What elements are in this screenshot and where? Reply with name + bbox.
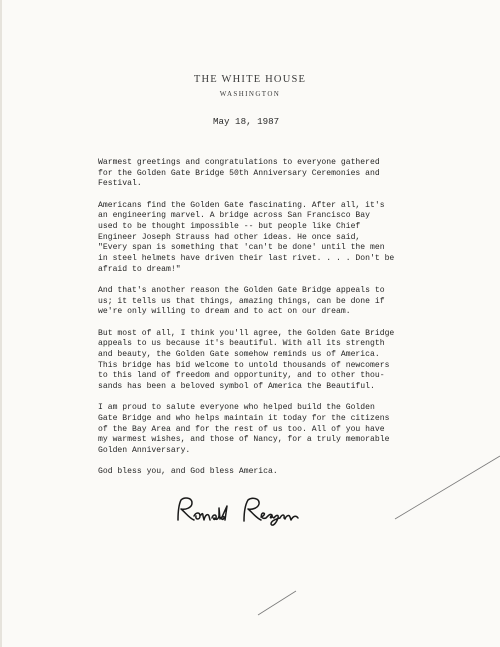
paragraph-beauty: But most of all, I think you'll agree, the Golden Gate Bridge appeals to us because it's beautiful. With all its strength and beauty, the Golden Gate somehow reminds us of America. This bridge has bid welcome to untold thousands of newcomers to this land of freedom and opportunity, and to other thou- sands has been a beloved symbol of America the Beautiful. <box>98 328 395 392</box>
letterhead <box>0 74 500 98</box>
letter-body <box>98 158 428 489</box>
paragraph-salute: I am proud to salute everyone who helped build the Golden Gate Bridge and who helps maintain it today for the citizens of the Bay Area and for the rest of us too. All of you have my warmest wishes, and those of Nancy, for a truly memorable Golden Anniversary. <box>98 403 390 456</box>
letter-date: May 18, 1987 <box>213 116 280 127</box>
paragraph-blessing: God bless you, and God bless America. <box>98 467 278 477</box>
paragraph-fascination: Americans find the Golden Gate fascinating. After all, it's an engineering marvel. A bridge across San Francisco Bay used to be thought impossible -- but people like Chief Engineer Joseph Strauss had other ideas. He once said, "Every span is something that 'can't be done' until the men in steel helmets have driven their last rivet. . . . Don't be afraid to dream!" <box>98 200 395 274</box>
letterhead-title: THE WHITE HOUSE <box>193 74 307 85</box>
signature-ronald-reagan <box>172 494 322 530</box>
paragraph-dream: And that's another reason the Golden Gate Bridge appeals to us; it tells us that things, amazing things, can be done if we're only willing to dream and to act on our dream. <box>98 286 385 317</box>
paragraph-greeting: Warmest greetings and congratulations to everyone gathered for the Golden Gate Bridge 50th Anniversary Ceremonies and Festival. <box>98 158 380 189</box>
letterhead-subtitle: WASHINGTON <box>219 90 281 98</box>
